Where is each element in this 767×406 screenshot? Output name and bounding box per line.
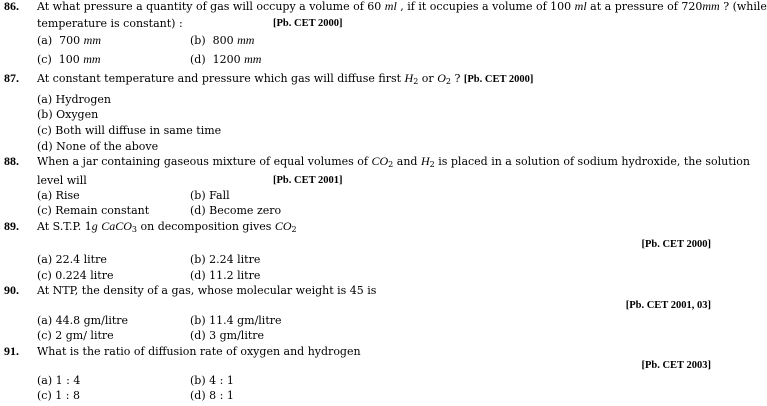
question-text: At what pressure a quantity of gas will occupy a volume of 60 ml , if it occupies a volume of 100 ml at a pressure of 720mm ? (while (37, 0, 767, 13)
option-c: (c) 1 : 8 (37, 389, 80, 402)
option-a: (a) 700 mm (37, 33, 101, 47)
question-text-continued: temperature is constant) : (37, 17, 183, 30)
source-tag: [Pb. CET 2000] (463, 74, 534, 85)
source-tag: [Pb. CET 2000] (273, 18, 343, 29)
option-c: (c) Both will diffuse in same time (37, 124, 222, 137)
question-number: 91. (4, 344, 19, 358)
option-b: (b) 800 mm (190, 33, 255, 47)
question-text: When a jar containing gaseous mixture of equal volumes of $CO_2$ and $H_2$ is placed in a solution of sodium hydroxide, the solution (37, 154, 750, 169)
option-b: (b) Fall (190, 189, 230, 202)
option-c: (c) 2 gm/ litre (37, 329, 114, 342)
question-number: 86. (4, 0, 19, 13)
source-tag: [Pb. CET 2000] (641, 239, 711, 250)
option-a: (a) Hydrogen (37, 93, 112, 106)
option-b: (b) 4 : 1 (190, 374, 234, 387)
option-c: (c) Remain constant (37, 204, 150, 217)
option-b: (b) 11.4 gm/litre (190, 314, 282, 327)
source-tag: [Pb. CET 2003] (641, 360, 711, 371)
question-number: 90. (4, 283, 19, 297)
option-d: (d) None of the above (37, 140, 159, 153)
option-b: (b) 2.24 litre (190, 253, 261, 266)
question-text: At S.T.P. 1g CaCO$_3$ on decomposition gives $CO_2$ (37, 219, 297, 234)
option-a: (a) 22.4 litre (37, 253, 107, 266)
source-tag: [Pb. CET 2001, 03] (625, 300, 711, 311)
option-c: (c) 0.224 litre (37, 269, 114, 282)
question-text-continued: level will (37, 174, 87, 187)
option-c: (c) 100 mm (37, 52, 101, 66)
question-number: 88. (4, 154, 19, 168)
question-number: 87. (4, 71, 19, 85)
option-d: (d) 8 : 1 (190, 389, 234, 402)
question-number: 89. (4, 219, 19, 233)
option-a: (a) 44.8 gm/litre (37, 314, 129, 327)
option-a: (a) Rise (37, 189, 80, 202)
source-tag: [Pb. CET 2001] (273, 175, 343, 186)
option-d: (d) 1200 mm (190, 52, 262, 66)
option-b: (b) Oxygen (37, 108, 99, 121)
question-text: At NTP, the density of a gas, whose molecular weight is 45 is (37, 284, 377, 297)
question-text: What is the ratio of diffusion rate of oxygen and hydrogen (37, 345, 361, 358)
question-text: At constant temperature and pressure which gas will diffuse first $H_2$ or $O_2$ ? [Pb. CET 2000] (37, 71, 534, 86)
option-d: (d) Become zero (190, 204, 282, 217)
option-d: (d) 3 gm/litre (190, 329, 265, 342)
option-a: (a) 1 : 4 (37, 374, 81, 387)
option-d: (d) 11.2 litre (190, 269, 261, 282)
